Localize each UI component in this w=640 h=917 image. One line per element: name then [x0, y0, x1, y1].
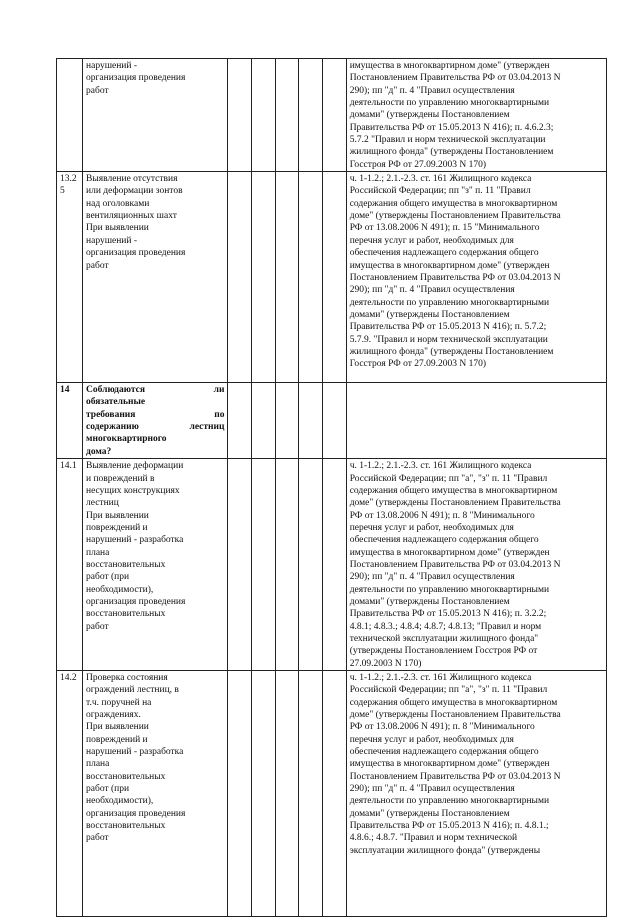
- description-line: необходимости),: [86, 584, 154, 595]
- row-number: [57, 59, 83, 172]
- description-line: необходимости),: [86, 796, 154, 807]
- basis-line: деятельности по управлению многоквартирными: [349, 98, 550, 109]
- basis-line: ч. 1-1.2.; 2.1.-2.3. ст. 161 Жилищного кодекса: [349, 174, 532, 185]
- answer-cell: [252, 172, 276, 383]
- legal-basis: [346, 383, 606, 459]
- answer-cell: [299, 172, 323, 383]
- description-line: плана: [86, 759, 110, 770]
- description-line: При выявлении: [86, 722, 149, 733]
- answer-cell: [299, 59, 323, 172]
- description-line: дома?: [86, 446, 112, 457]
- basis-line: технической эксплуатации жилищного фонда": [349, 633, 539, 644]
- basis-line: Правительства РФ от 15.05.2013 N 416); п. 4.6.2.3;: [349, 122, 554, 133]
- table-row: [57, 383, 607, 459]
- basis-line: 27.09.2003 N 170): [349, 658, 422, 669]
- basis-line: обеспечения надлежащего содержания общего: [349, 248, 539, 259]
- basis-line: домами" (утверждены Постановлением: [349, 309, 510, 320]
- answer-cell: [252, 459, 276, 671]
- description-line: организация проведения: [86, 73, 186, 84]
- answer-cell: [299, 671, 323, 917]
- basis-line: Госстроя РФ от 27.09.2003 N 170): [349, 359, 487, 370]
- basis-line: Российской Федерации; пп "а", "з" п. 11 "Правил: [349, 473, 548, 484]
- description-line: лестниц: [86, 498, 119, 509]
- requirement-description: [83, 459, 228, 671]
- basis-line: перечня услуг и работ, необходимых для: [349, 235, 514, 246]
- basis-line: 290); пп "д" п. 4 "Правил осуществления: [349, 572, 515, 583]
- answer-cell: [299, 383, 323, 459]
- description-line: обязательные: [86, 397, 146, 408]
- description-line: Проверка состояния: [86, 673, 168, 683]
- description-line: содержанию лестниц: [86, 422, 225, 433]
- description-line: повреждений и: [86, 734, 148, 745]
- basis-line: РФ от 13.08.2006 N 491); п. 8 "Минимального: [349, 510, 535, 521]
- description-line: При выявлении: [86, 510, 149, 521]
- description-line: над оголовками: [86, 198, 150, 209]
- answer-cell: [323, 671, 347, 917]
- description-line: восстановительных: [86, 609, 166, 620]
- description-line: работ: [86, 260, 109, 271]
- requirements-table: [56, 58, 607, 917]
- basis-line: имущества в многоквартирном доме" (утвержден: [349, 759, 550, 770]
- basis-line: 4.8.6.; 4.8.7. "Правил и норм технической: [349, 833, 518, 844]
- description-line: работ (при: [86, 784, 130, 795]
- row-number: 14.2: [57, 671, 83, 917]
- answer-cell: [252, 671, 276, 917]
- description-line: Выявление деформации: [86, 461, 184, 472]
- description-line: плана: [86, 547, 110, 558]
- description-line: работ: [86, 85, 109, 96]
- description-line: многоквартирного: [86, 434, 167, 445]
- answer-cell: [252, 383, 276, 459]
- answer-cell: [323, 383, 347, 459]
- basis-line: 290); пп "д" п. 4 "Правил осуществления: [349, 285, 515, 296]
- legal-basis: [346, 172, 606, 383]
- basis-line: 290); пп "д" п. 4 "Правил осуществления: [349, 784, 515, 795]
- description-line: восстановительных: [86, 821, 166, 832]
- row-number: 13.2 5: [57, 172, 83, 383]
- basis-line: обеспечения надлежащего содержания общего: [349, 747, 539, 758]
- legal-basis: [346, 671, 606, 917]
- table-row: [57, 59, 607, 172]
- answer-cell: [275, 459, 299, 671]
- table-body: [57, 59, 607, 917]
- basis-line: Постановлением Правительства РФ от 03.04.2013 N: [349, 559, 561, 570]
- basis-line: Правительства РФ от 15.05.2013 N 416); п. 5.7.2;: [349, 322, 547, 333]
- basis-line: Российской Федерации; пп "з" п. 11 "Правил: [349, 186, 531, 197]
- basis-line: РФ от 13.08.2006 N 491); п. 8 "Минимального: [349, 722, 535, 733]
- description-line: нарушений -: [86, 61, 138, 71]
- basis-line: обеспечения надлежащего содержания общего: [349, 535, 539, 546]
- description-line: ограждениях.: [86, 710, 141, 721]
- description-line: работ: [86, 833, 109, 844]
- basis-line: перечня услуг и работ, необходимых для: [349, 522, 514, 533]
- answer-cell: [252, 59, 276, 172]
- description-line: нарушений -: [86, 235, 138, 246]
- description-line: Соблюдаются ли: [86, 385, 225, 396]
- basis-line: Правительства РФ от 15.05.2013 N 416); п. 3.2.2;: [349, 609, 547, 620]
- basis-line: 5.7.2 "Правил и норм технической эксплуатации: [349, 135, 546, 146]
- description-line: работ (при: [86, 572, 130, 583]
- answer-cell: [228, 383, 252, 459]
- description-line: вентиляционных шахт: [86, 211, 177, 222]
- answer-cell: [228, 59, 252, 172]
- basis-line: ч. 1-1.2.; 2.1.-2.3. ст. 161 Жилищного кодекса: [349, 673, 532, 683]
- basis-line: Постановлением Правительства РФ от 03.04.2013 N: [349, 771, 561, 782]
- answer-cell: [275, 59, 299, 172]
- description-line: требования по: [86, 409, 225, 420]
- basis-line: Госстроя РФ от 27.09.2003 N 170): [349, 159, 487, 170]
- basis-line: ч. 1-1.2.; 2.1.-2.3. ст. 161 Жилищного кодекса: [349, 461, 532, 472]
- basis-line: доме" (утверждены Постановлением Правительства: [349, 498, 561, 509]
- answer-cell: [323, 459, 347, 671]
- answer-cell: [323, 59, 347, 172]
- basis-line: содержания общего имущества в многоквартирном: [349, 697, 558, 708]
- description-line: организация проведения: [86, 248, 186, 259]
- basis-line: деятельности по управлению многоквартирными: [349, 796, 550, 807]
- basis-line: жилищного фонда" (утверждены Постановлением: [349, 346, 554, 357]
- requirement-description: [83, 671, 228, 917]
- description-line: нарушений - разработка: [86, 535, 184, 546]
- basis-line: содержания общего имущества в многоквартирном: [349, 485, 558, 496]
- description-line: и повреждений в: [86, 473, 155, 484]
- basis-line: Постановлением Правительства РФ от 03.04.2013 N: [349, 272, 561, 283]
- description-line: При выявлении: [86, 223, 149, 234]
- description-line: ограждений лестниц, в: [86, 685, 179, 696]
- basis-line: деятельности по управлению многоквартирными: [349, 297, 550, 308]
- section-heading: [83, 383, 228, 459]
- basis-line: 4.8.1; 4.8.3.; 4.8.4; 4.8.7; 4.8.13; "Правил и норм: [349, 621, 542, 632]
- basis-line: эксплуатации жилищного фонда" (утверждены: [349, 845, 541, 856]
- answer-cell: [228, 459, 252, 671]
- description-line: нарушений - разработка: [86, 747, 184, 758]
- basis-line: 290); пп "д" п. 4 "Правил осуществления: [349, 85, 515, 96]
- legal-basis: [346, 59, 606, 172]
- answer-cell: [323, 172, 347, 383]
- description-line: или деформации зонтов: [86, 186, 183, 197]
- description-line: несущих конструкциях: [86, 485, 180, 496]
- basis-line: (утверждены Постановлением Госстроя РФ от: [349, 646, 538, 657]
- basis-line: Правительства РФ от 15.05.2013 N 416); п. 4.8.1.;: [349, 821, 549, 832]
- basis-line: имущества в многоквартирном доме" (утвержден: [349, 260, 550, 271]
- row-number: 14.1: [57, 459, 83, 671]
- answer-cell: [275, 671, 299, 917]
- basis-line: РФ от 13.08.2006 N 491); п. 15 "Минимального: [349, 223, 540, 234]
- basis-line: домами" (утверждены Постановлением: [349, 110, 510, 121]
- description-line: работ: [86, 621, 109, 632]
- description-line: организация проведения: [86, 808, 186, 819]
- description-line: организация проведения: [86, 596, 186, 607]
- basis-line: деятельности по управлению многоквартирными: [349, 584, 550, 595]
- description-line: восстановительных: [86, 771, 166, 782]
- answer-cell: [228, 671, 252, 917]
- basis-line: имущества в многоквартирном доме" (утвержден: [349, 61, 550, 71]
- row-number: 14: [57, 383, 83, 459]
- description-line: повреждений и: [86, 522, 148, 533]
- requirement-description: [83, 172, 228, 383]
- answer-cell: [275, 383, 299, 459]
- basis-line: Постановлением Правительства РФ от 03.04.2013 N: [349, 73, 561, 84]
- basis-line: Российской Федерации; пп "а", "з" п. 11 "Правил: [349, 685, 548, 696]
- basis-line: жилищного фонда" (утверждены Постановлением: [349, 147, 554, 158]
- table-row: [57, 172, 607, 383]
- basis-line: имущества в многоквартирном доме" (утвержден: [349, 547, 550, 558]
- basis-line: 5.7.9. "Правил и норм технической эксплуатации: [349, 334, 548, 345]
- answer-cell: [299, 459, 323, 671]
- answer-cell: [228, 172, 252, 383]
- description-line: т.ч. поручней на: [86, 697, 152, 708]
- legal-basis: [346, 459, 606, 671]
- requirement-description: [83, 59, 228, 172]
- basis-line: перечня услуг и работ, необходимых для: [349, 734, 514, 745]
- description-line: Выявление отсутствия: [86, 174, 178, 185]
- table-row: [57, 671, 607, 917]
- description-line: восстановительных: [86, 559, 166, 570]
- table-row: [57, 459, 607, 671]
- answer-cell: [275, 172, 299, 383]
- basis-line: доме" (утверждены Постановлением Правительства: [349, 710, 561, 721]
- basis-line: домами" (утверждены Постановлением: [349, 596, 510, 607]
- basis-line: домами" (утверждены Постановлением: [349, 808, 510, 819]
- basis-line: доме" (утверждены Постановлением Правительства: [349, 211, 561, 222]
- basis-line: содержания общего имущества в многоквартирном: [349, 198, 558, 209]
